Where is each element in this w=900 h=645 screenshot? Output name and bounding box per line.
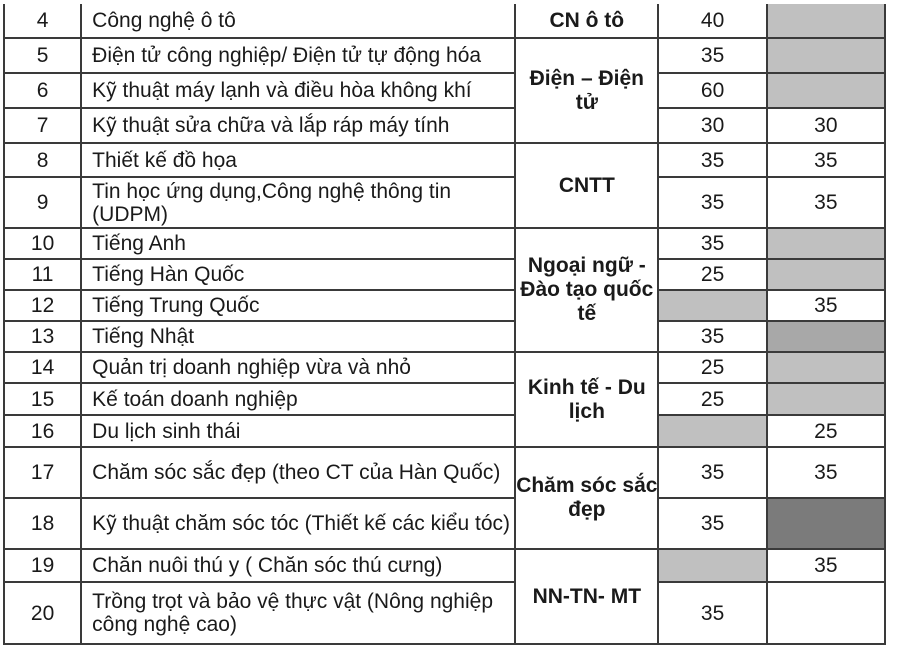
table-row xyxy=(4,582,885,644)
quota-1: 35 xyxy=(658,38,766,73)
table-row xyxy=(4,228,885,259)
program-name: Chăm sóc sắc đẹp (theo CT của Hàn Quốc) xyxy=(81,447,515,498)
quota-1: 35 xyxy=(658,321,766,352)
quota-2: 25 xyxy=(767,415,885,447)
program-name: Tiếng Hàn Quốc xyxy=(81,259,515,290)
program-name: Du lịch sinh thái xyxy=(81,415,515,447)
quota-1: 25 xyxy=(658,352,766,383)
quota-2: 35 xyxy=(767,143,885,177)
quota-2: 35 xyxy=(767,447,885,498)
faculty-name: Chăm sóc sắc đẹp xyxy=(515,447,658,549)
table-row xyxy=(4,259,885,290)
row-number: 8 xyxy=(4,143,81,177)
quota-2 xyxy=(767,582,885,644)
faculty-name: Ngoại ngữ - Đào tạo quốc tế xyxy=(515,228,658,352)
quota-1: 25 xyxy=(658,383,766,415)
row-number: 16 xyxy=(4,415,81,447)
program-name: Quản trị doanh nghiệp vừa và nhỏ xyxy=(81,352,515,383)
quota-2-empty xyxy=(767,321,885,352)
quota-2-empty xyxy=(767,38,885,73)
row-number: 9 xyxy=(4,177,81,228)
row-number: 13 xyxy=(4,321,81,352)
program-name: Trồng trọt và bảo vệ thực vật (Nông nghiệp công nghệ cao) xyxy=(81,582,515,644)
quota-2-empty xyxy=(767,73,885,108)
quota-2: 30 xyxy=(767,108,885,143)
program-name: Tiếng Trung Quốc xyxy=(81,290,515,321)
table-row xyxy=(4,38,885,73)
row-number: 19 xyxy=(4,549,81,582)
faculty-name: CN ô tô xyxy=(515,4,658,38)
program-name: Tiếng Anh xyxy=(81,228,515,259)
row-number: 11 xyxy=(4,259,81,290)
program-name: Tiếng Nhật xyxy=(81,321,515,352)
program-name: Kỹ thuật chăm sóc tóc (Thiết kế các kiểu tóc) xyxy=(81,498,515,549)
table-row xyxy=(4,4,885,38)
table-row xyxy=(4,383,885,415)
table-row xyxy=(4,108,885,143)
quota-2: 35 xyxy=(767,177,885,228)
program-name: Kỹ thuật máy lạnh và điều hòa không khí xyxy=(81,73,515,108)
row-number: 12 xyxy=(4,290,81,321)
table-row xyxy=(4,290,885,321)
quota-1-empty xyxy=(658,415,766,447)
quota-1: 35 xyxy=(658,177,766,228)
quota-2-empty xyxy=(767,383,885,415)
quota-1-empty xyxy=(658,549,766,582)
row-number: 15 xyxy=(4,383,81,415)
program-name: Kỹ thuật sửa chữa và lắp ráp máy tính xyxy=(81,108,515,143)
row-number: 7 xyxy=(4,108,81,143)
program-name: Kế toán doanh nghiệp xyxy=(81,383,515,415)
quota-1: 25 xyxy=(658,259,766,290)
quota-1: 35 xyxy=(658,228,766,259)
row-number: 10 xyxy=(4,228,81,259)
quota-2-empty xyxy=(767,228,885,259)
quota-2-empty xyxy=(767,4,885,38)
faculty-name: NN-TN- MT xyxy=(515,549,658,644)
quota-1: 60 xyxy=(658,73,766,108)
faculty-name: Điện – Điện tử xyxy=(515,38,658,143)
row-number: 17 xyxy=(4,447,81,498)
quota-1: 40 xyxy=(658,4,766,38)
table-row xyxy=(4,447,885,498)
quota-1: 35 xyxy=(658,498,766,549)
faculty-name: Kinh tế - Du lịch xyxy=(515,352,658,447)
table-row xyxy=(4,352,885,383)
quota-2-empty xyxy=(767,259,885,290)
quota-2-empty xyxy=(767,498,885,549)
quota-1: 35 xyxy=(658,447,766,498)
quota-1: 35 xyxy=(658,582,766,644)
row-number: 20 xyxy=(4,582,81,644)
row-number: 18 xyxy=(4,498,81,549)
quota-2: 35 xyxy=(767,549,885,582)
enrollment-quota-table xyxy=(3,4,886,645)
table-row xyxy=(4,73,885,108)
row-number: 5 xyxy=(4,38,81,73)
row-number: 14 xyxy=(4,352,81,383)
quota-2: 35 xyxy=(767,290,885,321)
program-name: Thiết kế đồ họa xyxy=(81,143,515,177)
program-name: Tin học ứng dụng,Công nghệ thông tin (UDPM) xyxy=(81,177,515,228)
table-row xyxy=(4,143,885,177)
program-name: Chăn nuôi thú y ( Chăn sóc thú cưng) xyxy=(81,549,515,582)
table-row xyxy=(4,498,885,549)
quota-1: 35 xyxy=(658,143,766,177)
program-name: Công nghệ ô tô xyxy=(81,4,515,38)
faculty-name: CNTT xyxy=(515,143,658,228)
row-number: 4 xyxy=(4,4,81,38)
table-row xyxy=(4,415,885,447)
table-row xyxy=(4,321,885,352)
table-row xyxy=(4,549,885,582)
table-row xyxy=(4,177,885,228)
program-name: Điện tử công nghiệp/ Điện tử tự động hóa xyxy=(81,38,515,73)
quota-1: 30 xyxy=(658,108,766,143)
row-number: 6 xyxy=(4,73,81,108)
quota-2-empty xyxy=(767,352,885,383)
quota-1-empty xyxy=(658,290,766,321)
